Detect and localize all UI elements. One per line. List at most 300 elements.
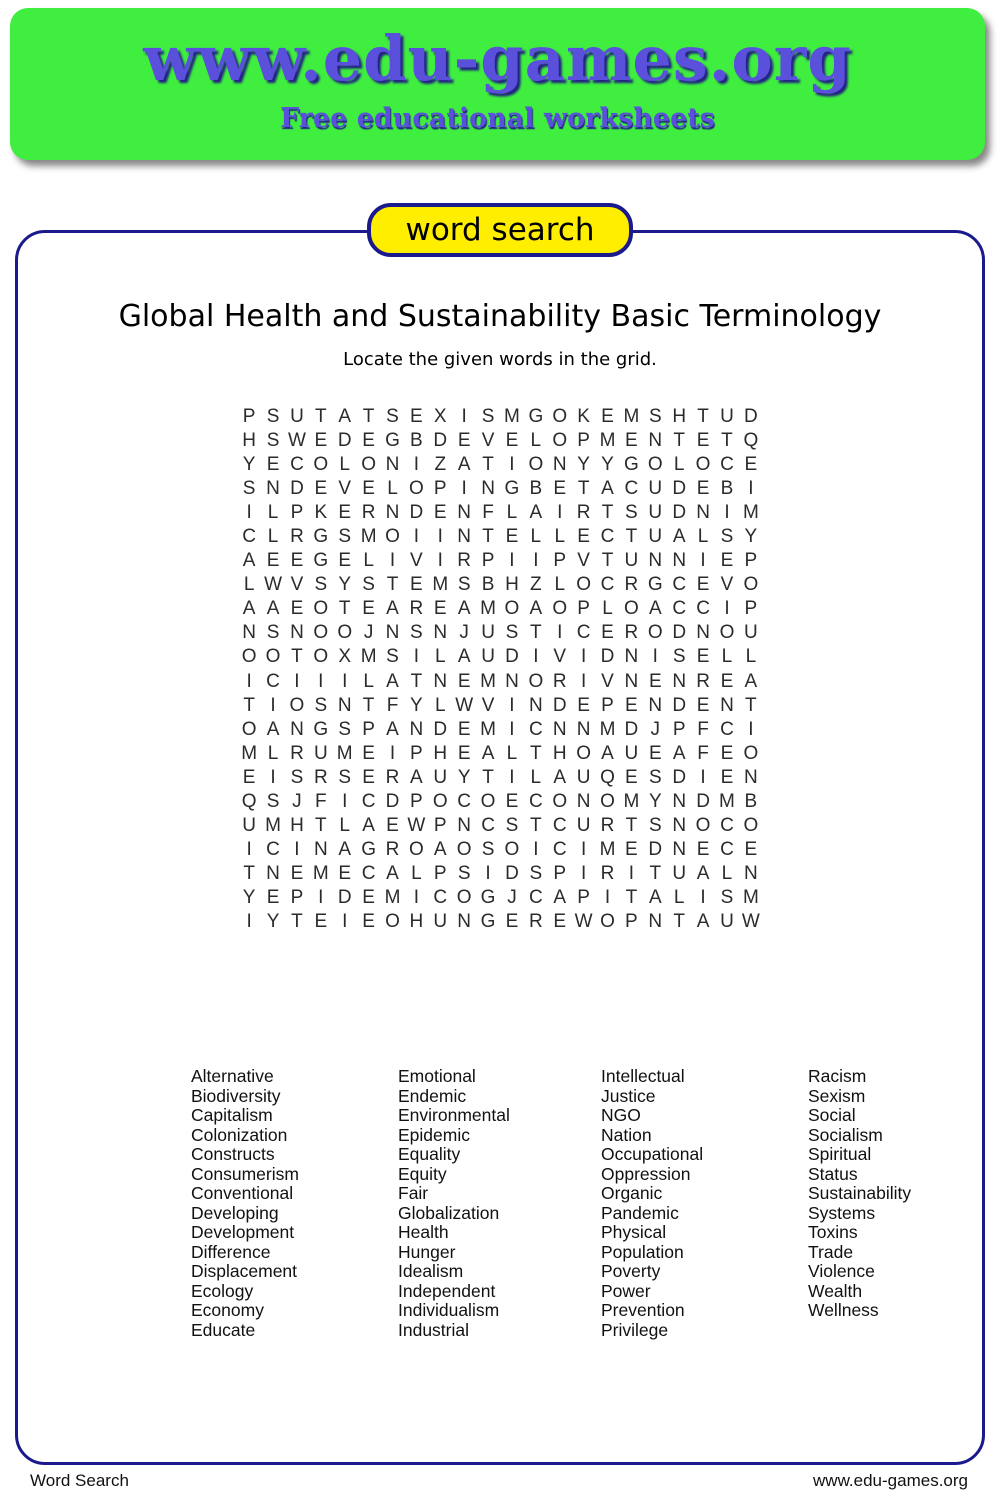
grid-cell: I — [413, 886, 420, 908]
grid-cell: E — [720, 742, 734, 764]
word-item: Systems — [808, 1202, 876, 1223]
grid-cell: M — [360, 646, 377, 668]
grid-cell: T — [386, 574, 399, 596]
grid-cell: T — [338, 598, 351, 620]
grid-cell: E — [314, 911, 328, 932]
grid-cell: L — [363, 670, 374, 692]
grid-cell: I — [652, 646, 658, 668]
grid-cell: I — [533, 838, 539, 860]
grid-cell: G — [313, 526, 329, 548]
grid-cell: E — [577, 526, 590, 548]
grid-cell: T — [410, 670, 423, 692]
grid-cell: V — [601, 670, 614, 692]
grid-cell: M — [599, 430, 616, 452]
grid-cell: O — [624, 598, 639, 620]
grid-cell: G — [313, 718, 329, 740]
grid-cell: U — [672, 862, 687, 884]
grid-cell: O — [456, 838, 472, 860]
grid-cell: Y — [577, 454, 590, 476]
grid-cell: P — [553, 550, 567, 572]
grid-cell: R — [696, 670, 710, 692]
grid-cell: I — [461, 406, 467, 428]
word-item: Intellectual — [601, 1066, 685, 1086]
grid-cell: D — [600, 646, 615, 668]
grid-cell: O — [385, 911, 400, 932]
grid-cell: N — [672, 670, 687, 692]
grid-cell: C — [600, 574, 615, 596]
grid-cell: C — [552, 838, 567, 860]
grid-cell: U — [576, 766, 591, 788]
grid-cell: E — [648, 670, 662, 692]
grid-cell: N — [648, 550, 663, 572]
word-item: Violence — [808, 1261, 875, 1281]
grid-cell: A — [266, 718, 280, 740]
grid-cell: U — [481, 622, 495, 644]
grid-cell: E — [362, 886, 375, 908]
grid-cell: C — [720, 814, 734, 836]
grid-cell: O — [480, 790, 496, 812]
grid-cell: T — [243, 694, 255, 716]
grid-cell: C — [361, 862, 376, 884]
grid-cell: E — [314, 430, 328, 452]
grid-cell: N — [672, 550, 687, 572]
puzzle-title: Global Health and Sustainability Basic Terminology — [118, 299, 882, 334]
grid-cell: B — [410, 430, 423, 452]
grid-cell: F — [482, 502, 494, 524]
word-item: Racism — [808, 1066, 867, 1086]
grid-cell: M — [480, 598, 496, 620]
grid-cell: S — [386, 406, 399, 428]
grid-cell: I — [342, 790, 348, 812]
word-item: Power — [601, 1280, 651, 1301]
word-item: Oppression — [601, 1163, 691, 1184]
grid-cell: N — [266, 478, 280, 500]
grid-cell: P — [290, 502, 304, 524]
word-item: Ecology — [191, 1280, 254, 1301]
grid-cell: O — [743, 814, 759, 836]
grid-cell: X — [338, 646, 352, 668]
grid-cell: C — [361, 790, 376, 812]
grid-cell: D — [624, 718, 639, 740]
grid-cell: F — [697, 742, 709, 764]
word-item: NGO — [601, 1105, 641, 1125]
grid-cell: C — [720, 838, 734, 860]
grid-cell: E — [266, 886, 280, 908]
word-item: Developing — [191, 1202, 279, 1223]
grid-cell: N — [457, 814, 472, 836]
grid-cell: U — [648, 502, 663, 524]
grid-cell: R — [457, 550, 472, 572]
grid-cell: D — [552, 694, 567, 716]
grid-cell: I — [724, 502, 730, 524]
grid-cell: W — [741, 911, 760, 932]
grid-cell: I — [509, 718, 515, 740]
grid-cell: P — [744, 550, 758, 572]
grid-cell: E — [625, 694, 638, 716]
word-item: Capitalism — [191, 1105, 273, 1125]
grid-cell: N — [242, 622, 257, 644]
word-item: Prevention — [601, 1300, 685, 1320]
grid-cell: S — [242, 478, 256, 500]
grid-cell: E — [696, 478, 710, 500]
grid-cell: A — [672, 742, 686, 764]
grid-cell: C — [528, 790, 543, 812]
grid-row — [237, 742, 763, 766]
grid-cell: L — [530, 526, 542, 548]
grid-cell: B — [720, 478, 734, 500]
word-item: Educate — [191, 1319, 256, 1340]
grid-cell: L — [363, 550, 374, 572]
grid-cell: C — [433, 886, 448, 908]
grid-cell: I — [318, 670, 324, 692]
grid-cell: A — [338, 406, 352, 428]
grid-cell: O — [313, 454, 329, 476]
word-item: Individualism — [398, 1300, 500, 1320]
grid-cell: C — [528, 886, 543, 908]
word-item: Socialism — [808, 1124, 883, 1145]
grid-cell: E — [410, 574, 423, 596]
grid-cell: I — [580, 862, 587, 884]
grid-cell: U — [313, 742, 328, 764]
grid-cell: A — [457, 646, 471, 668]
grid-cell: F — [697, 718, 709, 740]
word-item: Globalization — [398, 1202, 500, 1223]
grid-cell: I — [724, 598, 730, 620]
grid-cell: T — [601, 502, 614, 524]
grid-cell: P — [577, 430, 590, 452]
grid-cell: L — [267, 526, 279, 548]
grid-cell: E — [720, 550, 734, 572]
grid-cell: M — [480, 718, 496, 740]
grid-cell: M — [599, 838, 616, 860]
grid-cell: G — [624, 454, 639, 476]
grid-cell: E — [338, 502, 352, 524]
grid-cell: D — [672, 694, 687, 716]
word-item: Constructs — [191, 1144, 275, 1164]
grid-cell: S — [457, 574, 471, 596]
grid-cell: L — [267, 502, 279, 524]
grid-cell: C — [600, 526, 615, 548]
grid-cell: R — [385, 838, 400, 860]
grid-cell: E — [386, 814, 399, 836]
grid-cell: N — [433, 622, 448, 644]
grid-cell: I — [700, 766, 706, 788]
grid-cell: A — [696, 862, 710, 884]
grid-cell: P — [433, 478, 447, 500]
grid-cell: T — [745, 694, 757, 716]
word-item: Wellness — [808, 1300, 879, 1320]
grid-row — [237, 838, 763, 862]
word-column-4 — [808, 1067, 1000, 1321]
grid-cell: J — [507, 886, 517, 908]
grid-cell: K — [577, 406, 590, 428]
grid-cell: I — [580, 838, 587, 860]
grid-cell: D — [672, 766, 687, 788]
grid-cell: A — [433, 838, 447, 860]
grid-cell: N — [624, 646, 639, 668]
grid-cell: T — [577, 478, 590, 500]
grid-cell: S — [720, 526, 734, 548]
grid-cell: J — [459, 622, 469, 644]
grid-cell: N — [696, 502, 710, 524]
word-item: Justice — [601, 1085, 656, 1106]
grid-cell: F — [315, 790, 327, 812]
grid-cell: T — [315, 814, 327, 836]
grid-cell: E — [290, 598, 304, 620]
grid-cell: I — [461, 478, 467, 500]
grid-cell: I — [246, 502, 252, 524]
grid-cell: L — [721, 862, 733, 884]
grid-cell: E — [744, 454, 758, 476]
grid-cell: Y — [648, 790, 662, 812]
grid-cell: E — [720, 766, 734, 788]
grid-cell: X — [433, 406, 447, 428]
grid-cell: O — [600, 911, 615, 932]
word-item: Equity — [398, 1163, 447, 1184]
grid-cell: I — [270, 766, 276, 788]
grid-cell: T — [315, 406, 327, 428]
grid-cell: B — [744, 790, 758, 812]
grid-cell: U — [648, 526, 663, 548]
word-column-2 — [398, 1067, 603, 1340]
footer-doc-type: Word Search — [30, 1471, 129, 1490]
grid-cell: L — [387, 478, 398, 500]
grid-cell: I — [748, 718, 754, 740]
word-item: Fair — [398, 1183, 429, 1203]
grid-cell: A — [553, 886, 567, 908]
grid-cell: A — [529, 502, 543, 524]
grid-cell: Z — [434, 454, 447, 476]
grid-cell: I — [389, 742, 396, 764]
grid-cell: O — [432, 790, 448, 812]
grid-cell: V — [410, 550, 423, 572]
grid-cell: W — [407, 814, 426, 836]
grid-cell: E — [505, 911, 519, 932]
grid-cell: N — [457, 911, 472, 932]
grid-cell: A — [410, 766, 423, 788]
grid-cell: O — [576, 742, 591, 764]
grid-cell: A — [338, 838, 352, 860]
grid-cell: E — [577, 694, 590, 716]
grid-cell: D — [672, 622, 687, 644]
grid-cell: S — [505, 622, 519, 644]
grid-cell: E — [696, 430, 710, 452]
grid-cell: L — [411, 862, 422, 884]
word-item: Idealism — [398, 1261, 464, 1281]
grid-cell: P — [362, 718, 375, 740]
grid-cell: D — [337, 886, 352, 908]
grid-row — [237, 814, 763, 838]
grid-cell: T — [673, 911, 685, 932]
grid-cell: P — [290, 886, 304, 908]
grid-cell: L — [554, 526, 566, 548]
grid-row — [237, 453, 763, 477]
grid-cell: N — [552, 718, 567, 740]
grid-cell: G — [480, 886, 496, 908]
grid-cell: O — [528, 670, 544, 692]
grid-cell: R — [600, 814, 615, 836]
grid-row — [237, 477, 763, 501]
grid-cell: O — [743, 742, 759, 764]
grid-cell: V — [338, 478, 352, 500]
grid-cell: E — [433, 502, 447, 524]
grid-cell: N — [743, 862, 758, 884]
grid-cell: D — [505, 646, 519, 668]
grid-row — [237, 645, 763, 669]
grid-cell: C — [672, 574, 687, 596]
grid-cell: T — [482, 454, 494, 476]
grid-cell: C — [624, 478, 639, 500]
grid-cell: P — [433, 814, 447, 836]
grid-cell: G — [528, 406, 544, 428]
grid-cell: U — [433, 911, 448, 932]
word-item: Industrial — [398, 1319, 470, 1340]
grid-cell: E — [290, 550, 304, 572]
grid-cell: I — [437, 526, 443, 548]
grid-cell: A — [481, 742, 495, 764]
grid-cell: A — [362, 814, 375, 836]
grid-cell: Y — [744, 526, 758, 548]
grid-cell: D — [337, 430, 352, 452]
grid-cell: L — [602, 598, 613, 620]
grid-row — [237, 718, 763, 742]
word-grid — [237, 405, 763, 934]
grid-cell: T — [625, 814, 638, 836]
grid-cell: P — [577, 598, 590, 620]
grid-cell: M — [742, 886, 759, 908]
grid-cell: O — [647, 622, 663, 644]
grid-cell: E — [744, 838, 758, 860]
grid-cell: N — [505, 670, 519, 692]
grid-cell: N — [457, 502, 472, 524]
word-item: Pandemic — [601, 1202, 679, 1223]
grid-cell: Y — [266, 911, 280, 932]
grid-cell: V — [481, 430, 495, 452]
grid-cell: L — [673, 454, 685, 476]
grid-cell: N — [552, 454, 567, 476]
grid-row — [237, 910, 763, 934]
grid-cell: I — [509, 766, 515, 788]
grid-cell: C — [481, 814, 495, 836]
grid-cell: S — [481, 838, 495, 860]
grid-cell: U — [433, 766, 448, 788]
grid-cell: W — [287, 430, 306, 452]
word-item: Difference — [191, 1241, 271, 1262]
grid-cell: E — [553, 478, 567, 500]
grid-cell: I — [413, 646, 420, 668]
grid-cell: I — [294, 670, 300, 692]
grid-cell: M — [312, 862, 329, 884]
word-item: Equality — [398, 1144, 461, 1164]
grid-cell: D — [672, 478, 687, 500]
grid-cell: I — [294, 838, 300, 860]
grid-cell: D — [648, 838, 663, 860]
grid-cell: M — [384, 886, 401, 908]
grid-cell: B — [481, 574, 495, 596]
grid-cell: D — [672, 502, 687, 524]
puzzle-box — [15, 230, 985, 1465]
grid-cell: O — [552, 598, 568, 620]
grid-cell: E — [648, 742, 662, 764]
grid-cell: A — [386, 598, 399, 620]
grid-cell: J — [650, 718, 661, 740]
grid-cell: N — [385, 454, 400, 476]
grid-cell: I — [246, 838, 252, 860]
grid-row — [237, 501, 763, 525]
grid-cell: M — [265, 814, 281, 836]
grid-cell: S — [505, 814, 519, 836]
grid-cell: I — [318, 886, 324, 908]
grid-cell: O — [241, 646, 257, 668]
grid-cell: Y — [410, 694, 423, 716]
grid-cell: N — [290, 718, 304, 740]
word-item: Consumerism — [191, 1163, 299, 1184]
word-item: Emotional — [398, 1066, 476, 1086]
grid-cell: H — [433, 742, 448, 764]
grid-cell: E — [720, 670, 734, 692]
grid-cell: P — [601, 694, 614, 716]
grid-cell: M — [241, 742, 258, 764]
grid-cell: C — [720, 718, 734, 740]
grid-cell: D — [385, 790, 400, 812]
grid-cell: E — [457, 430, 471, 452]
grid-cell: O — [528, 454, 544, 476]
word-item: Economy — [191, 1300, 264, 1320]
grid-cell: I — [509, 550, 515, 572]
grid-cell: C — [552, 814, 567, 836]
grid-cell: H — [409, 911, 424, 932]
grid-cell: C — [720, 454, 734, 476]
grid-cell: Y — [338, 574, 352, 596]
grid-cell: G — [361, 838, 376, 860]
grid-row — [237, 405, 763, 429]
grid-cell: D — [409, 502, 424, 524]
grid-cell: P — [481, 550, 495, 572]
grid-cell: V — [577, 550, 590, 572]
grid-cell: I — [389, 550, 396, 572]
word-item: Sustainability — [808, 1183, 912, 1203]
grid-cell: I — [485, 862, 491, 884]
grid-cell: O — [743, 574, 759, 596]
grid-cell: S — [266, 406, 280, 428]
puzzle-instruction: Locate the given words in the grid. — [343, 349, 657, 370]
grid-cell: G — [313, 550, 329, 572]
grid-cell: E — [362, 478, 375, 500]
grid-cell: I — [628, 862, 635, 884]
grid-cell: O — [504, 838, 520, 860]
word-search-badge — [367, 203, 633, 257]
grid-cell: Q — [743, 430, 759, 452]
grid-cell: N — [672, 838, 687, 860]
grid-cell: A — [529, 598, 543, 620]
grid-cell: L — [267, 742, 279, 764]
grid-cell: I — [604, 886, 611, 908]
grid-cell: R — [624, 622, 639, 644]
grid-cell: T — [649, 862, 662, 884]
grid-cell: S — [290, 766, 304, 788]
grid-cell: L — [745, 646, 757, 668]
grid-cell: S — [314, 574, 328, 596]
grid-cell: A — [744, 670, 758, 692]
grid-cell: A — [648, 598, 662, 620]
grid-cell: T — [673, 430, 685, 452]
grid-cell: O — [600, 790, 615, 812]
grid-cell: E — [338, 862, 352, 884]
grid-cell: D — [433, 718, 448, 740]
grid-cell: S — [266, 430, 280, 452]
grid-cell: Q — [600, 766, 615, 788]
grid-cell: E — [553, 911, 567, 932]
